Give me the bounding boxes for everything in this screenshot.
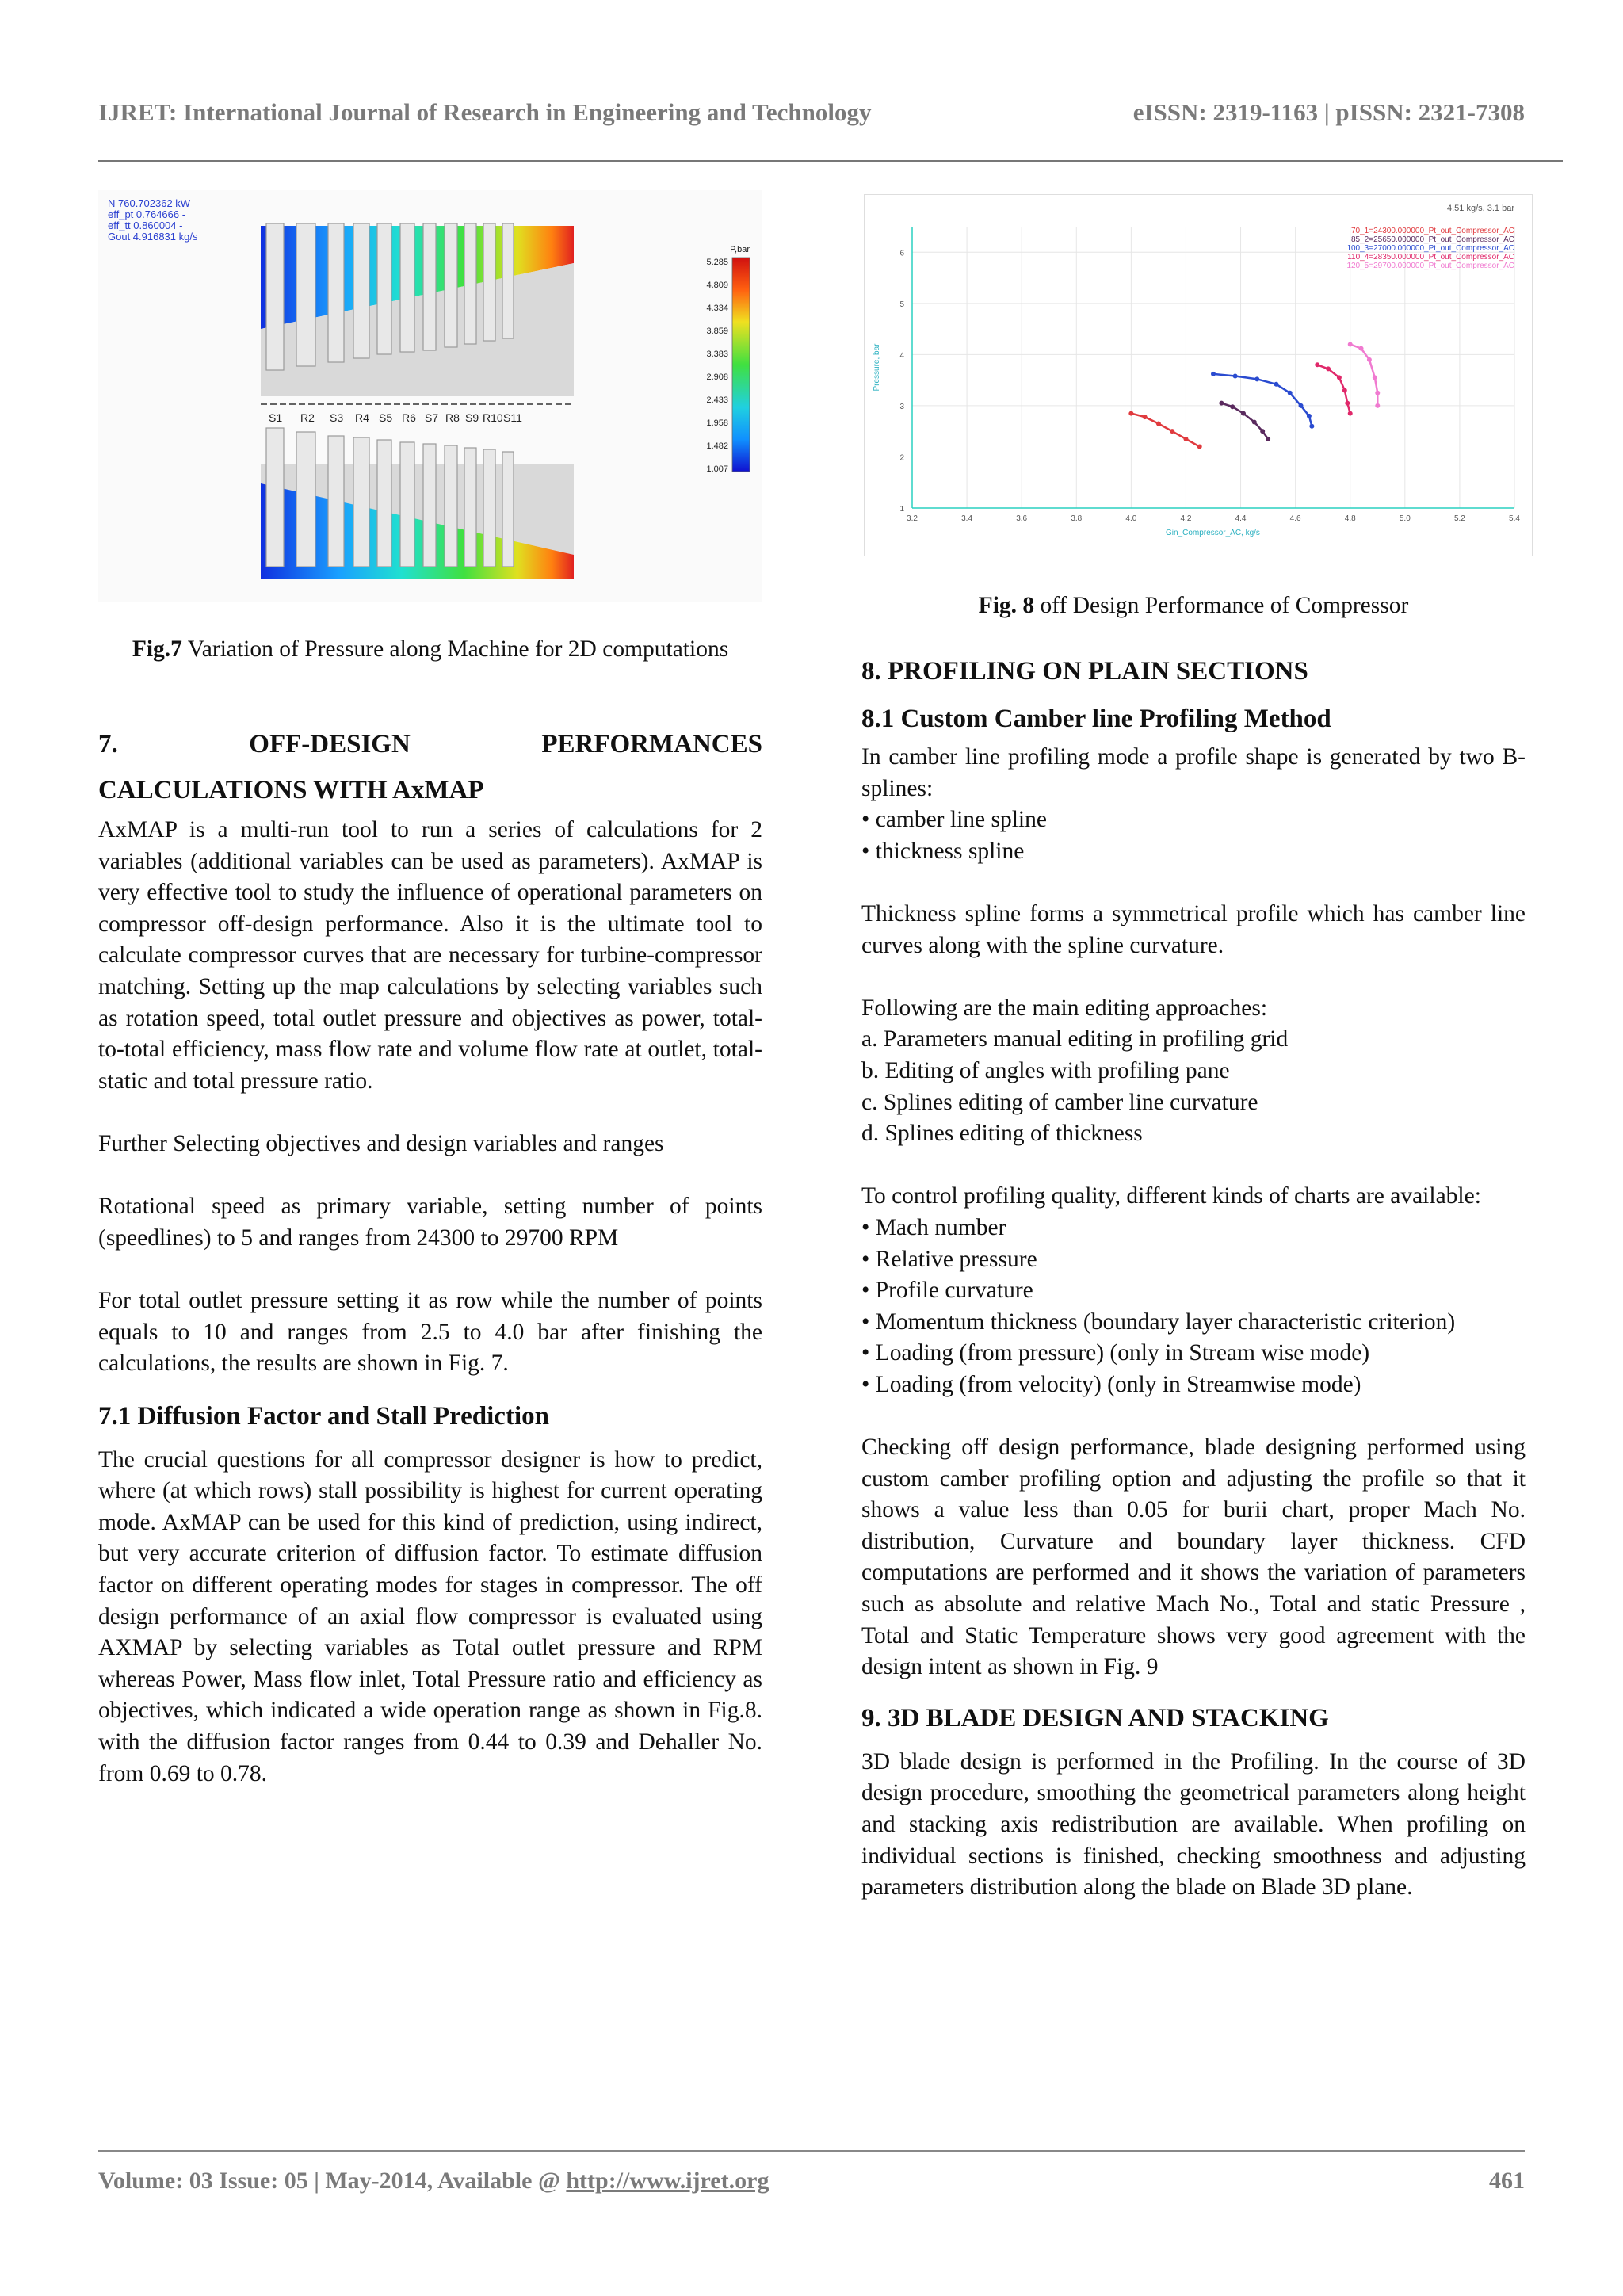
data-point xyxy=(1345,401,1350,406)
list-item: • Mach number xyxy=(861,1214,1006,1240)
list-item: • Profile curvature xyxy=(861,1278,1033,1304)
legend-entry: 120_5=29700.000000_Pt_out_Compressor_AC xyxy=(1346,262,1514,270)
data-point xyxy=(1315,362,1319,367)
y-tick-label: 1 xyxy=(899,505,904,514)
header-rule xyxy=(98,160,1563,162)
list-item: d. Splines editing of thickness xyxy=(861,1121,1143,1147)
section-7-number: 7. xyxy=(98,730,118,758)
data-point xyxy=(1260,429,1265,434)
data-point xyxy=(1241,411,1246,416)
colorbar-tick: 1.007 xyxy=(706,464,728,474)
y-tick-label: 4 xyxy=(899,351,904,361)
series-line xyxy=(1131,414,1199,447)
y-tick-label: 2 xyxy=(899,453,904,463)
y-axis-label: Pressure, bar xyxy=(873,343,881,392)
data-point xyxy=(1183,437,1188,441)
colorbar-ticks xyxy=(706,258,728,474)
x-tick-label: 3.2 xyxy=(907,514,918,523)
list-item: • Loading (from velocity) (only in Streamwise mode) xyxy=(861,1371,1361,1397)
x-tick-label: 3.6 xyxy=(1016,514,1028,523)
section-7-word: OFF-DESIGN xyxy=(249,730,411,758)
paragraph: AxMAP is a multi-run tool to run a series of calculations for 2 variables (additional variables can be used as parameters). AxMAP is very effective tool to study the influence of operational parameters on compressor off-design performance. Also it is the ultimate tool to calculate compressor curves that are necessary for turbine-compressor matching. Setting up the map calculations by selecting variables such as rotation speed, total outlet pressure and objectives as power, total-to-total efficiency, mass flow rate and volume flow rate at outlet, total-static and total pressure ratio. xyxy=(98,817,762,1094)
data-point xyxy=(1233,373,1238,378)
x-axis-label: Gin_Compressor_AC, kg/s xyxy=(1166,529,1260,537)
row-label: S9 xyxy=(465,411,479,424)
data-point xyxy=(1348,411,1353,416)
data-point xyxy=(1211,372,1216,376)
paragraph: For total outlet pressure setting it as row while the number of points equals to 10 and ranges from 2.5 to 4.0 bar after finishing the calculations, the results are shown in Fig. 7. xyxy=(98,1287,762,1377)
data-point xyxy=(1359,346,1364,351)
paragraph: Following are the main editing approaches: xyxy=(861,995,1268,1021)
list-item: c. Splines editing of camber line curvature xyxy=(861,1089,1258,1115)
list-item: • thickness spline xyxy=(861,838,1025,864)
legend-entry: 70_1=24300.000000_Pt_out_Compressor_AC xyxy=(1351,227,1514,235)
fig7-caption-text: Variation of Pressure along Machine for 2D computations xyxy=(187,636,729,662)
data-point xyxy=(1309,424,1314,429)
list-item: a. Parameters manual editing in profiling grid xyxy=(861,1026,1289,1052)
row-label: S3 xyxy=(330,411,344,424)
fig7-info-line: N 760.702362 kW xyxy=(108,197,191,209)
row-label: S7 xyxy=(425,411,439,424)
data-point xyxy=(1219,401,1224,406)
series-line xyxy=(1350,344,1378,405)
x-tick-label: 4.0 xyxy=(1125,514,1137,523)
legend-entry: 85_2=25650.000000_Pt_out_Compressor_AC xyxy=(1351,235,1514,244)
colorbar-tick: 3.859 xyxy=(706,327,728,336)
figure-8 xyxy=(864,194,1533,556)
data-point xyxy=(1274,382,1278,387)
data-point xyxy=(1288,391,1293,395)
legend-entry: 110_4=28350.000000_Pt_out_Compressor_AC xyxy=(1347,253,1514,262)
figure-7 xyxy=(98,190,762,602)
left-column xyxy=(98,724,762,1790)
section-7-1-title: 7.1 Diffusion Factor and Stall Prediction xyxy=(98,1401,549,1431)
paragraph: 3D blade design is performed in the Profiling. In the course of 3D design procedure, smoothing the geometrical parameters along height and stacking axis redistribution are available. When profiling on individual sections is finished, checking smoothness and adjusting parameters distribution along the blade on Blade 3D plane. xyxy=(861,1748,1526,1901)
section-7-word: PERFORMANCES xyxy=(541,730,762,758)
row-label: S1 xyxy=(269,411,283,424)
paragraph: Further Selecting objectives and design variables and ranges xyxy=(98,1130,664,1156)
row-label: S11 xyxy=(503,411,522,424)
x-tick-label: 5.4 xyxy=(1509,514,1520,523)
paragraph: In camber line profiling mode a profile shape is generated by two B-splines: xyxy=(861,744,1526,801)
data-point xyxy=(1367,357,1372,362)
data-point xyxy=(1348,342,1353,346)
y-tick-label: 3 xyxy=(899,402,904,411)
chart-title: 4.51 kg/s, 3.1 bar xyxy=(1447,204,1514,213)
y-tick-label: 6 xyxy=(899,249,904,258)
legend-entry: 100_3=27000.000000_Pt_out_Compressor_AC xyxy=(1346,244,1514,253)
paragraph: Thickness spline forms a symmetrical profile which has camber line curves along with the spline curvature. xyxy=(861,900,1526,958)
right-column xyxy=(861,653,1526,1904)
x-tick-label: 3.8 xyxy=(1071,514,1083,523)
page-header xyxy=(98,98,1525,133)
paragraph: Checking off design performance, blade designing performed using custom camber profiling option and adjusting the profile so that it shows a value less than 0.05 for burii chart, proper Mach No. distribution, Curvature and boundary layer thickness. CFD computations are performed and it shows the variation of parameters such as absolute and relative Mach No., Total and static Pressure , Total and Static Temperature shows very good agreement with the design intent as shown in Fig. 9 xyxy=(861,1435,1526,1680)
colorbar-tick: 5.285 xyxy=(706,258,728,267)
colorbar-tick: 1.958 xyxy=(706,418,728,428)
paragraph: To control profiling quality, different kinds of charts are available: xyxy=(861,1183,1481,1209)
colorbar-tick: 3.383 xyxy=(706,350,728,359)
list-item: • Momentum thickness (boundary layer characteristic criterion) xyxy=(861,1308,1456,1335)
series-line xyxy=(1221,403,1268,439)
fig8-chart xyxy=(865,195,1532,556)
data-point xyxy=(1230,404,1235,409)
colorbar-tick: 4.334 xyxy=(706,304,728,313)
list-item: • camber line spline xyxy=(861,807,1047,833)
colorbar-tick: 4.809 xyxy=(706,281,728,290)
row-label: R4 xyxy=(355,411,369,424)
x-tick-label: 4.2 xyxy=(1180,514,1192,523)
data-point xyxy=(1337,375,1342,380)
row-label: S5 xyxy=(379,411,393,424)
data-point xyxy=(1156,422,1161,426)
page-number: 461 xyxy=(1489,2168,1525,2194)
data-point xyxy=(1128,411,1133,416)
y-tick-label: 5 xyxy=(899,300,904,309)
list-item: • Loading (from pressure) (only in Stream wise mode) xyxy=(861,1340,1370,1366)
section-7-title-line2: CALCULATIONS WITH AxMAP xyxy=(98,776,484,804)
fig8-caption xyxy=(861,590,1526,622)
x-tick-label: 4.6 xyxy=(1289,514,1301,523)
section-8-title: 8. PROFILING ON PLAIN SECTIONS xyxy=(861,657,1308,686)
colorbar-tick: 1.482 xyxy=(706,441,728,451)
x-tick-label: 4.8 xyxy=(1344,514,1356,523)
x-tick-label: 4.4 xyxy=(1235,514,1247,523)
row-label: R6 xyxy=(402,411,416,424)
data-point xyxy=(1375,403,1380,408)
fig7-info-line: eff_tt 0.860004 - xyxy=(108,220,183,231)
fig8-caption-text: off Design Performance of Compressor xyxy=(1040,593,1409,618)
blade-rows-lower xyxy=(266,428,514,567)
issn: eISSN: 2319-1163 | pISSN: 2321-7308 xyxy=(1132,98,1525,126)
section-8-1-title: 8.1 Custom Camber line Profiling Method xyxy=(861,705,1331,733)
footer-volume: Volume: 03 Issue: 05 | May-2014, Available @ xyxy=(98,2168,560,2194)
row-label: R8 xyxy=(445,411,460,424)
x-tick-label: 5.2 xyxy=(1453,514,1465,523)
colorbar-tick: 2.433 xyxy=(706,395,728,405)
fig7-caption-label: Fig.7 xyxy=(132,636,182,662)
data-point xyxy=(1266,437,1270,441)
row-labels xyxy=(269,411,522,424)
x-tick-label: 3.4 xyxy=(961,514,973,523)
paragraph: Rotational speed as primary variable, setting number of points (speedlines) to 5 and ranges from 24300 to 29700 RPM xyxy=(98,1194,762,1251)
row-label: R10 xyxy=(483,411,503,424)
row-label: R2 xyxy=(300,411,315,424)
journal-title: IJRET: International Journal of Research in Engineering and Technology xyxy=(98,98,872,126)
data-point xyxy=(1375,391,1380,395)
fig8-caption-label: Fig. 8 xyxy=(978,593,1035,618)
data-point xyxy=(1326,366,1331,371)
series-line xyxy=(1213,374,1312,426)
list-item: b. Editing of angles with profiling pane xyxy=(861,1057,1230,1083)
colorbar-title: P,bar xyxy=(730,245,750,254)
fig7-contour-plot xyxy=(98,190,762,602)
list-item: • Relative pressure xyxy=(861,1246,1037,1272)
section-9-title: 9. 3D BLADE DESIGN AND STACKING xyxy=(861,1703,1329,1733)
fig7-info-line: eff_pt 0.764666 - xyxy=(108,208,186,220)
data-point xyxy=(1307,414,1312,418)
fig7-info-line: Gout 4.916831 kg/s xyxy=(108,231,198,243)
section-7-title xyxy=(98,724,762,764)
data-point xyxy=(1197,445,1202,449)
colorbar-tick: 2.908 xyxy=(706,372,728,382)
data-point xyxy=(1252,420,1257,425)
data-point xyxy=(1254,376,1259,381)
data-point xyxy=(1299,403,1304,408)
paragraph: The crucial questions for all compressor designer is how to predict, where (at which rows) stall possibility is highest for current operating mode. AxMAP can be used for this kind of prediction, using indirect, but very accurate criterion of diffusion factor. To estimate diffusion factor on different operating modes for stages in compressor. The off design performance of an axial flow compressor is evaluated using AXMAP by selecting variables as Total outlet pressure and RPM whereas Power, Mass flow inlet, Total Pressure ratio and efficiency as objectives, which indicated a wide operation range as shown in Fig.8. with the diffusion factor ranges from 0.44 to 0.39 and Dehaller No. from 0.69 to 0.78. xyxy=(98,1446,762,1786)
page-footer xyxy=(98,2168,1525,2195)
data-point xyxy=(1342,388,1347,393)
data-point xyxy=(1373,375,1377,380)
colorbar xyxy=(732,258,750,472)
footer-link[interactable]: http://www.ijret.org xyxy=(566,2168,769,2194)
footer-rule xyxy=(98,2150,1525,2152)
data-point xyxy=(1143,415,1148,419)
x-tick-label: 5.0 xyxy=(1399,514,1411,523)
fig7-caption xyxy=(98,634,762,666)
data-point xyxy=(1170,429,1174,434)
